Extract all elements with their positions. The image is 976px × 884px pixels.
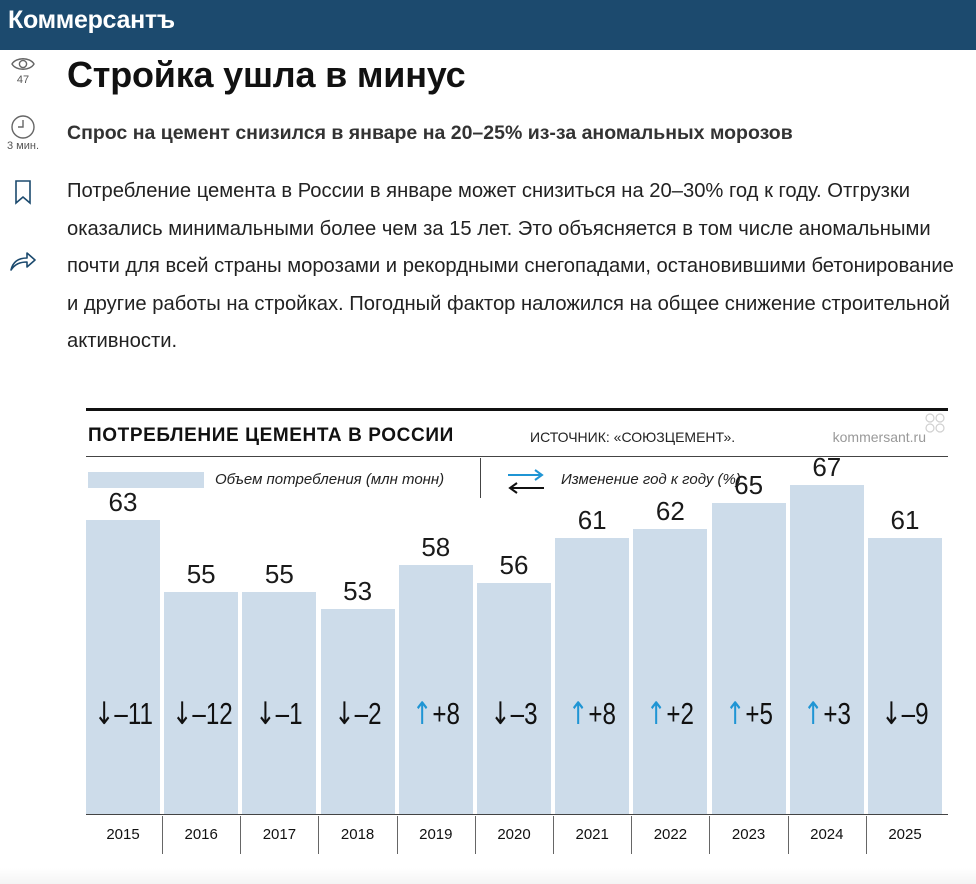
year-separator — [318, 816, 319, 854]
year-separator — [788, 816, 789, 854]
bar-value-2023: 65 — [734, 469, 764, 500]
bar-value-2020: 56 — [499, 549, 529, 580]
bar-value-2018: 53 — [343, 576, 373, 607]
bar-value-2022: 62 — [655, 496, 685, 527]
change-label-2022 — [642, 696, 700, 732]
bar-value-2024: 67 — [812, 451, 842, 482]
change-value: –11 — [114, 696, 153, 731]
article-title: Стройка ушла в минус — [67, 54, 466, 95]
article-lead: Потребление цемента в России в январе может снизиться на 20–30% год к году. Отгрузки оказались минимальными более чем за 15 лет. Это объясняется в том числе аномальными почти для всей страны морозами и рекордными снегопадами, остановившими бетонирование и другие работы на стройках. Погодный фактор наложился на общее снижение строительной активности. — [67, 180, 954, 353]
change-value: +8 — [588, 696, 617, 731]
bookmark-icon[interactable] — [12, 179, 34, 205]
year-separator — [866, 816, 867, 854]
year-separator — [709, 816, 710, 854]
change-value: +8 — [432, 696, 460, 731]
change-label-2025 — [876, 696, 934, 732]
arrow-down-icon: ↓ — [172, 696, 193, 732]
year-label-2021: 2021 — [575, 826, 609, 843]
chart-bars — [86, 408, 948, 854]
page-bottom-edge — [0, 868, 976, 884]
year-label-2015: 2015 — [106, 826, 140, 843]
year-separator — [553, 816, 554, 854]
chart-title: ПОТРЕБЛЕНИЕ ЦЕМЕНТА В РОССИИ — [88, 425, 454, 446]
bar-value-2017: 55 — [264, 558, 294, 589]
change-label-2020 — [485, 696, 543, 732]
change-label-2021 — [563, 696, 621, 732]
share-block[interactable] — [0, 248, 46, 274]
chart-site: kommersant.ru — [832, 429, 926, 445]
year-label-2022: 2022 — [653, 826, 688, 843]
cement-chart — [86, 408, 948, 854]
arrow-down-icon: ↓ — [94, 696, 115, 732]
change-value: –1 — [276, 696, 303, 731]
year-label-2017: 2017 — [262, 826, 297, 843]
bar-value-2019: 58 — [421, 531, 451, 562]
year-separator — [397, 816, 398, 854]
arrow-down-icon: ↓ — [255, 696, 277, 732]
bar-2024 — [790, 485, 864, 814]
change-value: –12 — [192, 696, 233, 731]
arrow-down-icon: ↓ — [490, 696, 511, 732]
arrow-down-icon: ↓ — [881, 696, 902, 732]
year-separator — [240, 816, 241, 854]
share-icon[interactable] — [8, 248, 38, 274]
change-label-2017 — [251, 696, 309, 732]
bar-2015 — [86, 520, 160, 814]
bar-value-2015: 63 — [108, 487, 138, 518]
site-logo[interactable]: Коммерсантъ — [8, 6, 175, 34]
arrow-up-icon: ↑ — [802, 696, 824, 732]
change-value: +5 — [744, 696, 773, 731]
views-block — [0, 54, 46, 86]
arrow-up-icon: ↑ — [411, 696, 433, 732]
bar-2023 — [712, 503, 786, 815]
change-label-2015 — [94, 696, 152, 732]
change-label-2023 — [720, 696, 778, 732]
year-label-2020: 2020 — [497, 826, 531, 843]
bar-2019 — [399, 565, 473, 814]
legend-volume-label: Объем потребления (млн тонн) — [215, 471, 445, 488]
year-label-2018: 2018 — [340, 826, 375, 843]
year-separator — [475, 816, 476, 854]
year-label-2019: 2019 — [419, 826, 453, 843]
year-label-2025: 2025 — [888, 826, 922, 843]
change-value: +2 — [666, 696, 695, 731]
article-subtitle: Спрос на цемент снизился в январе на 20–25% из-за аномальных морозов — [67, 122, 793, 144]
change-value: –2 — [354, 696, 382, 731]
change-value: +3 — [823, 696, 851, 731]
top-bar — [0, 0, 976, 50]
change-value: –3 — [510, 696, 538, 731]
read-time: 3 мин. — [6, 140, 39, 152]
bar-value-2025: 61 — [890, 505, 920, 536]
change-label-2024 — [798, 696, 856, 732]
change-label-2018 — [329, 696, 387, 732]
bar-value-2016: 55 — [186, 558, 216, 589]
arrow-up-icon: ↑ — [724, 696, 745, 732]
x-axis-line — [86, 814, 948, 815]
chart-source: ИСТОЧНИК: «СОЮЗЦЕМЕНТ». — [530, 429, 736, 445]
read-time-block — [0, 114, 46, 152]
change-value: –9 — [901, 696, 929, 731]
views-count: 47 — [16, 74, 30, 86]
year-label-2024: 2024 — [810, 826, 844, 843]
bar-2022 — [633, 529, 707, 814]
bar-2021 — [555, 538, 629, 814]
legend-change-label: Изменение год к году (%) — [561, 471, 741, 488]
change-label-2016 — [172, 696, 233, 732]
bar-2025 — [868, 538, 942, 814]
year-label-2023: 2023 — [731, 826, 766, 843]
bar-value-2021: 61 — [577, 505, 607, 536]
year-label-2016: 2016 — [184, 826, 218, 843]
arrow-up-icon: ↑ — [646, 696, 667, 732]
clock-icon — [10, 114, 36, 140]
arrow-down-icon: ↓ — [334, 696, 355, 732]
year-separator — [631, 816, 632, 854]
eye-icon — [10, 54, 36, 74]
bookmark-block[interactable] — [0, 179, 46, 205]
arrow-up-icon: ↑ — [568, 696, 589, 732]
year-separator — [162, 816, 163, 854]
change-label-2019 — [407, 696, 465, 732]
